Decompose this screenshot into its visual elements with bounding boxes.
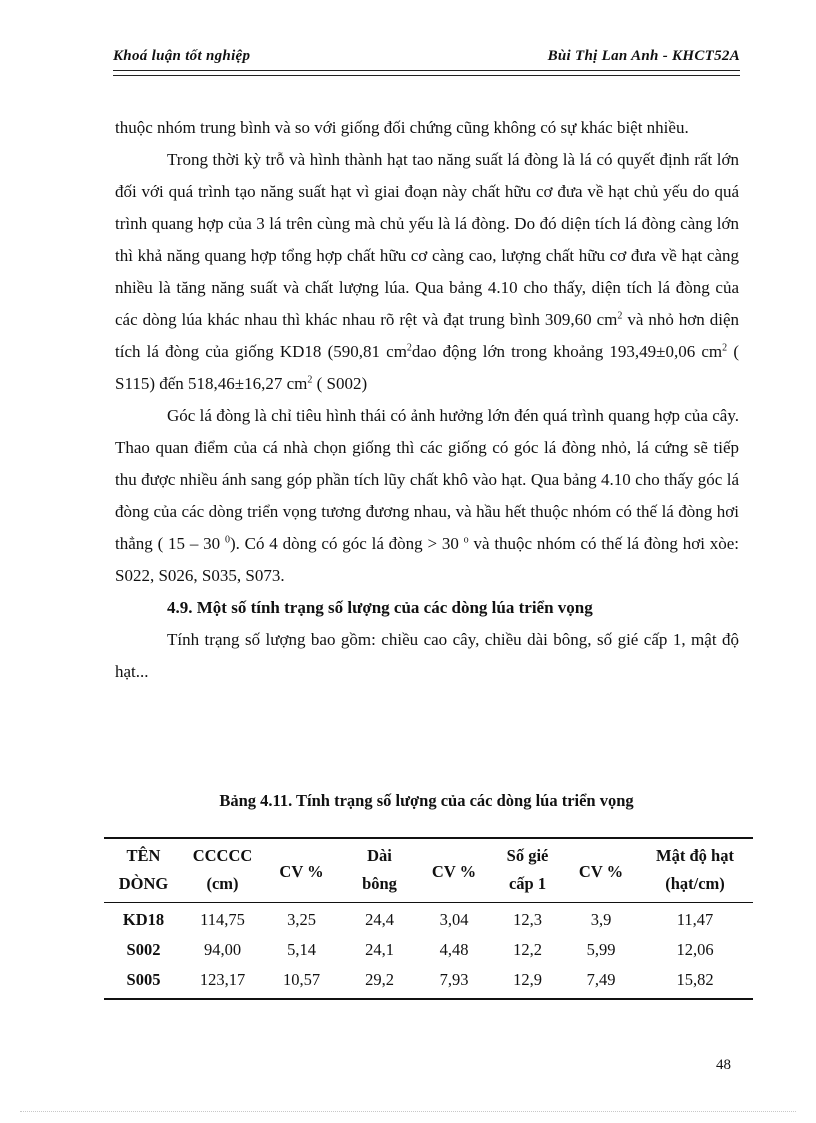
- col-header-cv-3: CV %: [578, 862, 624, 881]
- paragraph-2-text-a: Trong thời kỳ trỗ và hình thành hạt tao năng suất lá đòng là lá có quyết định rất lớn đối với quá trình tạo năng suất hạt vì giai đoạn này chất hữu cơ đưa về hạt chủ yếu do quá trình quang hợp của 3 lá trên cùng mà chủ yếu là lá đòng. Do đó diện tích lá đòng càng lớn thì khả năng quang hợp tổng hợp chất hữu cơ càng cao, lượng chất hữu cơ đưa về hạt càng nhiều là tăng năng suất và chất lượng lúa. Qua bảng 4.10 cho thấy, diện tích lá đòng của các dòng lúa khác nhau thì khác nhau rõ rệt và đạt trung bình 309,60 cm: [115, 150, 739, 329]
- col-header-name-line2: DÒNG: [118, 874, 169, 893]
- cell-cv: 10,57: [282, 970, 321, 989]
- table-row: [104, 903, 753, 936]
- cell-height: 123,17: [199, 970, 246, 989]
- cell-cv: 4,48: [439, 940, 469, 959]
- table-body: [104, 903, 753, 1000]
- section-heading: 4.9. Một số tính trạng số lượng của các dòng lúa triển vọng: [167, 598, 593, 617]
- col-header-panicle: Dài: [367, 846, 392, 865]
- superscript: 2: [307, 374, 313, 386]
- col-header-cv-2: CV %: [431, 862, 477, 881]
- header-author: Bùi Thị Lan Anh - KHCT52A: [547, 48, 740, 64]
- header-thesis-title: Khoá luận tốt nghiệp: [113, 48, 251, 64]
- cell-panicle-length: 24,1: [365, 940, 394, 959]
- superscript: 2: [617, 310, 623, 322]
- cell-branch-count: 12,2: [513, 940, 542, 959]
- page-number: 48: [716, 1057, 731, 1073]
- cell-line-name: KD18: [122, 910, 165, 929]
- paragraph-2-text-b: và nhỏ hơn diện tích lá đòng của giống KD18 (590,81 cm: [115, 310, 739, 361]
- table-row: [104, 935, 753, 965]
- paragraph-3-text-c: và thuộc nhóm có thế lá đòng hơi xòe: S022, S026, S035, S073.: [115, 534, 739, 585]
- cell-height: 114,75: [200, 910, 245, 929]
- cell-grain-density: 11,47: [676, 910, 714, 929]
- table-header: [104, 838, 753, 903]
- col-header-name: TÊN: [126, 846, 161, 865]
- cell-panicle-length: 29,2: [365, 970, 394, 989]
- col-header-branch: Số gié: [506, 846, 549, 865]
- cell-cv: 3,25: [287, 910, 316, 929]
- col-header-branch-line2: cấp 1: [508, 874, 547, 893]
- cell-branch-count: 12,3: [513, 910, 542, 929]
- cell-grain-density: 15,82: [676, 970, 714, 989]
- col-header-height-unit: (cm): [206, 874, 239, 893]
- paragraph-1: thuộc nhóm trung bình và so với giống đối chứng cũng không có sự khác biệt nhiều.: [115, 118, 689, 137]
- col-header-panicle-line2: bông: [362, 874, 397, 893]
- cell-cv: 5,14: [287, 940, 316, 959]
- cell-grain-density: 12,06: [676, 940, 714, 959]
- cell-cv: 7,93: [439, 970, 469, 989]
- degree-symbol: o: [463, 534, 469, 546]
- paragraph-2-text-c: dao động lớn trong khoảng 193,49±0,06 cm: [411, 342, 723, 361]
- col-header-density-unit: (hạt/cm): [665, 874, 725, 893]
- body-text: [115, 112, 739, 688]
- cell-branch-count: 12,9: [513, 970, 542, 989]
- page-header: [113, 48, 740, 70]
- cell-line-name: S002: [126, 940, 161, 959]
- cell-cv: 7,49: [586, 970, 616, 989]
- col-header-density: Mật độ hạt: [656, 846, 734, 865]
- paragraph-3-text-b: ). Có 4 dòng có góc lá đòng > 30: [229, 534, 464, 553]
- superscript: 2: [722, 342, 728, 354]
- col-header-cv-1: CV %: [279, 862, 324, 881]
- superscript: 0: [224, 534, 230, 546]
- cell-cv: 3,9: [590, 910, 612, 929]
- paragraph-2-text-d: ( S115) đến 518,46±16,27 cm: [115, 342, 739, 393]
- data-table: [104, 837, 753, 1000]
- table-row: [104, 965, 753, 999]
- paragraph-3-text-a: Góc lá đòng là chỉ tiêu hình thái có ảnh hưởng lớn đén quá trình quang hợp của cây. Thao quan điểm của cá nhà chọn giống thì các giống có góc lá đòng nhỏ, lá cứng sẽ tiếp thu được nhiều ánh sang góp phần tích lũy chất khô vào hạt. Qua bảng 4.10 cho thấy góc lá đòng của các dòng triển vọng tương đương nhau, và hầu hết thuộc nhóm có thế lá đòng hơi thẳng ( 15 – 30: [115, 406, 739, 553]
- cell-cv: 3,04: [439, 910, 469, 929]
- page-bottom-dotted-line: [20, 1111, 796, 1112]
- cell-panicle-length: 24,4: [365, 910, 394, 929]
- header-double-rule: [113, 70, 740, 76]
- paragraph-2: [115, 144, 739, 400]
- paragraph-2-text-e: ( S002): [312, 374, 368, 393]
- col-header-height: CCCCC: [192, 846, 253, 865]
- superscript: 2: [406, 342, 412, 354]
- paragraph-3: [115, 400, 739, 592]
- cell-height: 94,00: [203, 940, 242, 959]
- paragraph-4: Tính trạng số lượng bao gồm: chiều cao cây, chiều dài bông, số gié cấp 1, mật độ hạt...: [115, 630, 739, 681]
- cell-cv: 5,99: [586, 940, 616, 959]
- cell-line-name: S005: [126, 970, 161, 989]
- table-caption: Bảng 4.11. Tính trạng số lượng của các dòng lúa triển vọng: [219, 791, 634, 810]
